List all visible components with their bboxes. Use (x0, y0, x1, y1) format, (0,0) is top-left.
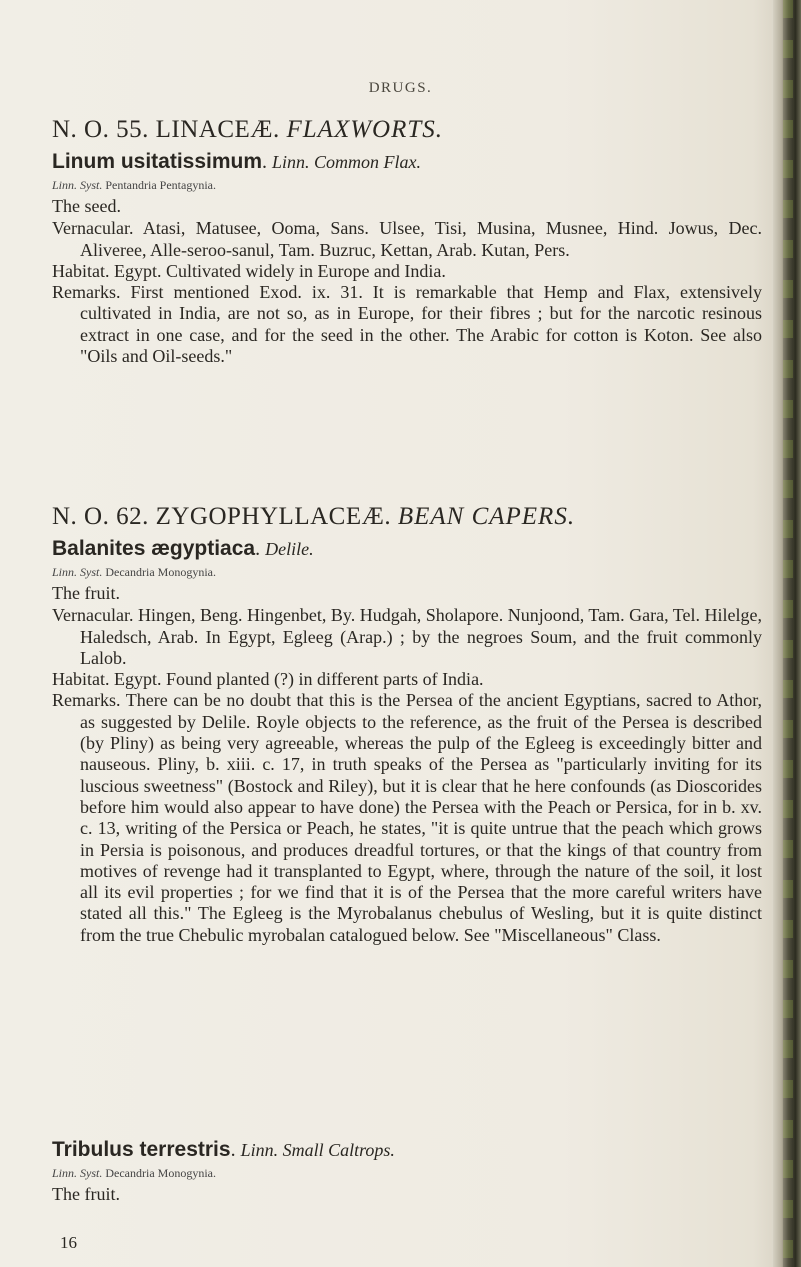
family-common-name: FLAXWORTS. (286, 116, 444, 143)
species-line: Tribulus terrestris. Linn. Small Caltrops. (52, 1138, 395, 1161)
book-spine-edge (773, 0, 801, 1267)
entry-zygophyllaceae (52, 503, 762, 946)
family-heading (52, 116, 762, 144)
species-authority: Linn. (272, 152, 310, 172)
part-used: The fruit. (52, 1184, 120, 1204)
entry-linaceae (52, 116, 762, 367)
entry-tribulus (52, 1138, 762, 1205)
species-line: Linum usitatissimum. Linn. Common Flax. (52, 150, 422, 173)
species-common-name: Small Caltrops. (278, 1140, 395, 1160)
page-number: 16 (60, 1233, 77, 1252)
order-number: N. O. 62. (52, 503, 149, 530)
species-common-name: Common Flax. (309, 152, 422, 172)
habitat: Habitat. Egypt. Cultivated widely in Europe and India. (52, 260, 446, 281)
family-common-name: BEAN CAPERS. (397, 503, 576, 530)
remarks: Remarks. First mentioned Exod. ix. 31. It is remarkable that Hemp and Flax, extensively cultivated in India, are not so, as in Europe, for their fibres ; but for the narcotic resinous extract in one case, and for the seed in the other. The Arabic for cotton is Koton. See also "Oils and Oil-seeds." (52, 282, 762, 367)
linnaean-system: Linn. Syst. Decandria Monogynia. (52, 1166, 216, 1180)
species-authority: Linn. (240, 1140, 279, 1160)
running-head: DRUGS. (368, 80, 433, 96)
linnaean-system: Linn. Syst. Decandria Monogynia. (52, 565, 216, 579)
species-name: Linum usitatissimum (52, 150, 263, 173)
family-heading (52, 503, 762, 531)
species-name: Tribulus terrestris (52, 1138, 231, 1161)
part-used: The fruit. (52, 583, 120, 603)
species-authority: Delile. (265, 539, 314, 559)
vernacular-names: Vernacular. Hingen, Beng. Hingenbet, By. Hudgah, Sholapore. Nunjoond, Tam. Gara, Tel. Hilelge, Haledsch, Arab. In Egypt, Egleeg (Arap.) ; by the negroes Soum, and the fruit commonly Lalob. (52, 605, 762, 668)
order-number: N. O. 55. (52, 116, 149, 143)
habitat: Habitat. Egypt. Found planted (?) in different parts of India. (52, 669, 484, 690)
linnaean-system: Linn. Syst. Pentandria Pentagynia. (52, 178, 216, 192)
vernacular-names: Vernacular. Atasi, Matusee, Ooma, Sans. Ulsee, Tisi, Musina, Musnee, Hind. Jowus, Dec. Aliveree, Alle-seroo-sanul, Tam. Buzruc, Kettan, Arab. Kutan, Pers. (52, 218, 762, 260)
part-used: The seed. (52, 196, 121, 216)
species-line: Balanites ægyptiaca. Delile. (52, 537, 314, 560)
family-name: LINACEÆ. (155, 116, 280, 143)
remarks: Remarks. There can be no doubt that this is the Persea of the ancient Egyptians, sacred to Athor, as suggested by Delile. Royle objects to the reference, as the fruit of the Persea is described (by Pliny) as being very agreeable, whereas the pulp of the Egleeg is exceedingly bitter and nauseous. Pliny, b. xiii. c. 17, in truth speaks of the Persea as "particularly inviting for its luscious sweetness" (Bostock and Riley), but it is clear that he here confounds (as Dioscorides before him would also appear to have done) the Persea with the Peach or Persica, for in b. xv. c. 13, writing of the Persica or Peach, he states, "it is quite untrue that the peach which grows in Persia is poisonous, and produces dreadful tortures, or that the kings of that country from motives of revenge had it transplanted to Egypt, where, through the nature of the soil, it lost all its evil properties ; for we find that it is of the Persea that the more careful writers have stated all this." The Egleeg is the Myrobalanus chebulus of Wesling, but it is quite distinct from the true Chebulic myrobalan catalogued below. See "Miscellaneous" Class. (52, 690, 762, 945)
species-name: Balanites ægyptiaca (52, 537, 256, 560)
family-name: ZYGOPHYLLACEÆ. (155, 503, 392, 530)
